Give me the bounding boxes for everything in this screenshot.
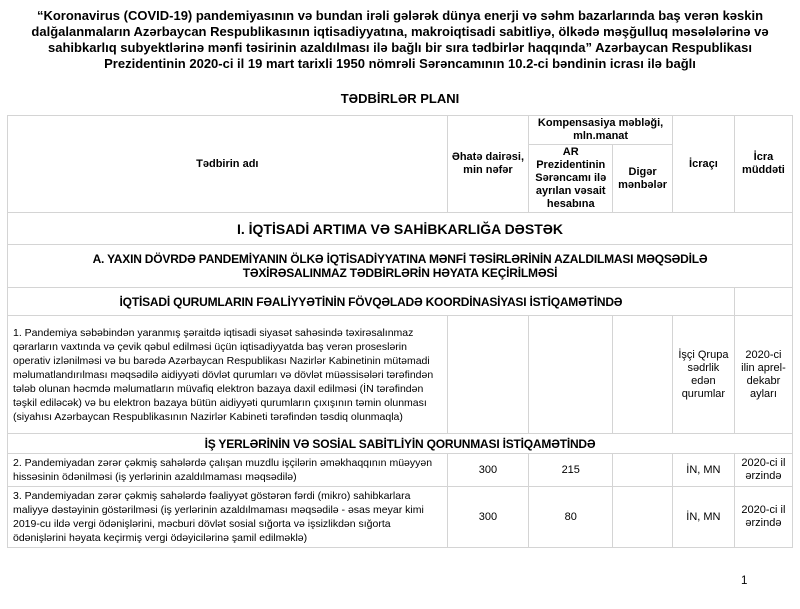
measure-name-cell: 2. Pandemiyadan zərər çəkmiş sahələrdə çalışan muzdlu işçilərin əməkhaqqının müəyyən hissəsinin ödənilməsi (iş yerlərinin azaldılmaması məqsədilə) [8,454,448,487]
presidential-funds-cell: 80 [529,487,613,548]
table-header-row [8,116,793,145]
section-row-jobs-protection [8,434,793,454]
presidential-funds-cell [529,316,613,434]
section-part-one-label: I. İQTİSADİ ARTIMA VƏ SAHİBKARLIĞA DƏSTƏK [8,213,793,245]
section-a-label: A. YAXIN DÖVRDƏ PANDEMİYANIN ÖLKƏ İQTİSADİYYATINA MƏNFİ TƏSİRLƏRİNİN AZALDILMASI MƏQSƏDİLƏ TƏXİRƏSALINMAZ TƏDBİRLƏRİN HƏYATA KEÇİRİLMƏSİ [8,245,793,288]
header-measure-name: Tədbirin adı [8,116,448,213]
coverage-cell: 300 [447,487,529,548]
header-executor: İcraçı [672,116,734,213]
measure-name-cell: 1. Pandemiya səbəbindən yaranmış şəraitdə iqtisadi siyasət sahəsində təxirəsalınmaz qərarların vaxtında və çevik qəbul edilməsi üçün iqtisadiyyatda baş verən proseslərin operativ izlənilməsi və bu barədə Azərbaycan Respublikası Nazirlər Kabinetinin mütəmadi məlumatlandırılması məqsədilə aidiyyəti dövlət qurumları və dövlət müəssisələri tərəfindən tələb olunan həcmdə məlumatların müvafiq elektron bazaya daxil edilməsi (İN tərəfindən təşkil ediləcək) və bu elektron bazaya bütün aidiyyəti qurumların çıxışının təmin olunması (siyahısı Azərbaycan Respublikasının Nazirlər Kabineti tərəfindən təsdiq olunmaqla) [8,316,448,434]
executor-cell: İN, MN [672,487,734,548]
section-coordination-empty-cell [734,288,792,316]
section-coordination-label: İQTİSADİ QURUMLARIN FƏALİYYƏTİNİN FÖVQƏLADƏ KOORDİNASİYASI İSTİQAMƏTİNDƏ [8,288,735,316]
coverage-cell [447,316,529,434]
other-sources-cell [613,487,673,548]
executor-cell: İN, MN [672,454,734,487]
document-title [11,8,789,72]
document-title-line: Prezidentinin 2020-ci il 19 mart tarixli 1950 nömrəli Sərəncamının 10.2-ci bəndinin icrası ilə bağlı [104,56,696,71]
document-title-line: sahibkarlıq subyektlərinə mənfi təsirinin azaldılması ilə bağlı bir sıra tədbirlər haqqında” Azərbaycan Respublikası [48,40,752,55]
coverage-cell: 300 [447,454,529,487]
header-coverage: Əhatə dairəsi, min nəfər [447,116,529,213]
executor-cell: İşçi Qrupa sədrlik edən qurumlar [672,316,734,434]
document-title-line: dalğalanmaların Azərbaycan Respublikasının iqtisadiyyatına, makroiqtisadi sabitliyə, ölkədə məşğulluq məsələlərinə və [31,24,769,39]
header-deadline: İcra müddəti [734,116,792,213]
section-row-coordination [8,288,793,316]
other-sources-cell [613,316,673,434]
header-presidential-funds: AR Prezidentinin Sərəncamı ilə ayrılan vəsait hesabına [529,145,613,213]
page-number: 1 [741,575,748,587]
header-compensation-group: Kompensasiya məbləği, mln.manat [529,116,673,145]
deadline-cell: 2020-ci il ərzində [734,487,792,548]
table-row [8,487,793,548]
plan-heading: TƏDBİRLƏR PLANI [340,91,460,106]
header-other-sources: Digər mənbələr [613,145,673,213]
other-sources-cell [613,454,673,487]
deadline-cell: 2020-ci il ərzində [734,454,792,487]
deadline-cell: 2020-ci ilin aprel-dekabr ayları [734,316,792,434]
section-jobs-protection-label: İŞ YERLƏRİNİN VƏ SOSİAL SABİTLİYİN QORUNMASI İSTİQAMƏTİNDƏ [8,434,793,454]
measures-table [7,115,793,548]
section-row-a [8,245,793,288]
table-row [8,316,793,434]
presidential-funds-cell: 215 [529,454,613,487]
measure-name-cell: 3. Pandemiyadan zərər çəkmiş sahələrdə fəaliyyət göstərən fərdi (mikro) sahibkarlara maliyyə dəstəyinin göstərilməsi (iş yerlərinin azaldılmaması məqsədilə - əsas meyar kimi 2019-cu ildə vergi ödənişlərini, məcburi dövlət sosial sığorta və işsizlikdən sığorta ödənişlərini həyata keçirmiş vergi ödəyicilərinə şamil edilməklə) [8,487,448,548]
document-title-line: “Koronavirus (COVID-19) pandemiyasının və bundan irəli gələrək dünya enerji və səhm bazarlarında baş verən kəskin [36,8,764,23]
table-row [8,454,793,487]
section-row-part-one [8,213,793,245]
